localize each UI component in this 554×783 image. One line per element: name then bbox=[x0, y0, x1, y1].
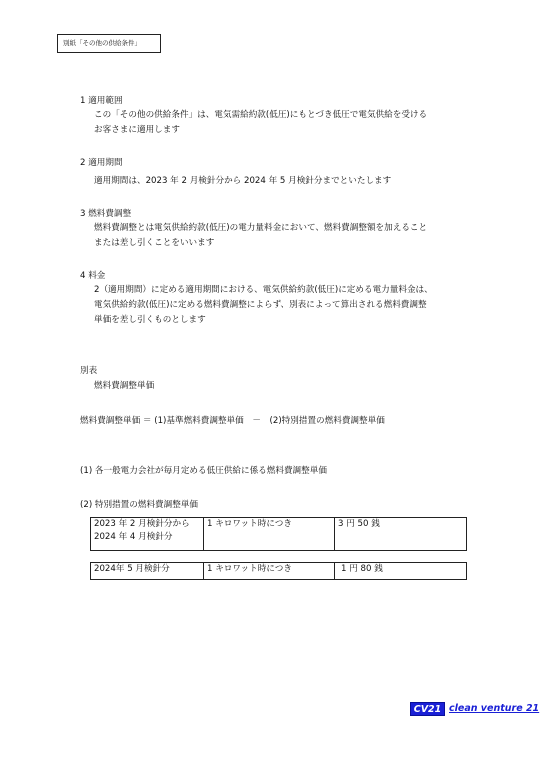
section-3-line-1: 燃料費調整とは電気供給約款(低圧)の電力量料金において、燃料費調整額を加えること bbox=[94, 223, 428, 233]
cv21-logo: CV21 bbox=[410, 702, 445, 716]
section-3-line-2: または差し引くことをいいます bbox=[94, 238, 215, 248]
appendix-title: 別表 bbox=[80, 366, 98, 376]
section-4-heading: 4 料金 bbox=[80, 271, 106, 281]
unit-cell: 1 キロワット時につき bbox=[204, 563, 335, 580]
unit-cell: 1 キロワット時につき bbox=[204, 518, 335, 551]
section-1-heading: 1 適用範囲 bbox=[80, 96, 123, 106]
period-cell bbox=[91, 518, 204, 551]
brand-name: clean venture 21 bbox=[449, 703, 540, 714]
section-2-heading: 2 適用期間 bbox=[80, 158, 123, 168]
price-cell: 3 円 50 銭 bbox=[335, 518, 467, 551]
appendix-tag: 別紙「その他の供給条件」 bbox=[57, 34, 161, 53]
item-1: (1) 各一般電力会社が毎月定める低圧供給に係る燃料費調整単価 bbox=[80, 466, 327, 476]
appendix-subtitle: 燃料費調整単価 bbox=[94, 381, 155, 391]
table-row bbox=[91, 563, 467, 580]
item-2: (2) 特別措置の燃料費調整単価 bbox=[80, 500, 199, 510]
section-3-heading: 3 燃料費調整 bbox=[80, 209, 132, 219]
period-line-1: 2023 年 2 月検針分から bbox=[94, 519, 190, 529]
price-table-2 bbox=[90, 562, 467, 580]
section-4-line-2: 電気供給約款(低圧)に定める燃料費調整によらず、別表によって算出される燃料費調整 bbox=[94, 300, 427, 310]
formula: 燃料費調整単価 ＝ (1)基準燃料費調整単価 － (2)特別措置の燃料費調整単価 bbox=[80, 416, 385, 426]
section-2-line-1: 適用期間は、2023 年 2 月検針分から 2024 年 5 月検針分までといたします bbox=[94, 176, 392, 186]
section-4-line-3: 単価を差し引くものとします bbox=[94, 315, 206, 325]
section-4-line-1: 2（適用期間）に定める適用期間における、電気供給約款(低圧)に定める電力量料金は、 bbox=[94, 285, 433, 295]
table-row bbox=[91, 518, 467, 551]
price-table-1 bbox=[90, 517, 467, 551]
period-line-2: 2024 年 4 月検針分 bbox=[94, 532, 173, 543]
period-cell: 2024年 5 月検針分 bbox=[91, 563, 204, 580]
section-1-line-1: この「その他の供給条件」は、電気需給約款(低圧)にもとづき低圧で電気供給を受ける bbox=[94, 110, 428, 120]
price-cell: 1 円 80 銭 bbox=[335, 563, 467, 580]
section-1-line-2: お客さまに適用します bbox=[94, 125, 180, 135]
